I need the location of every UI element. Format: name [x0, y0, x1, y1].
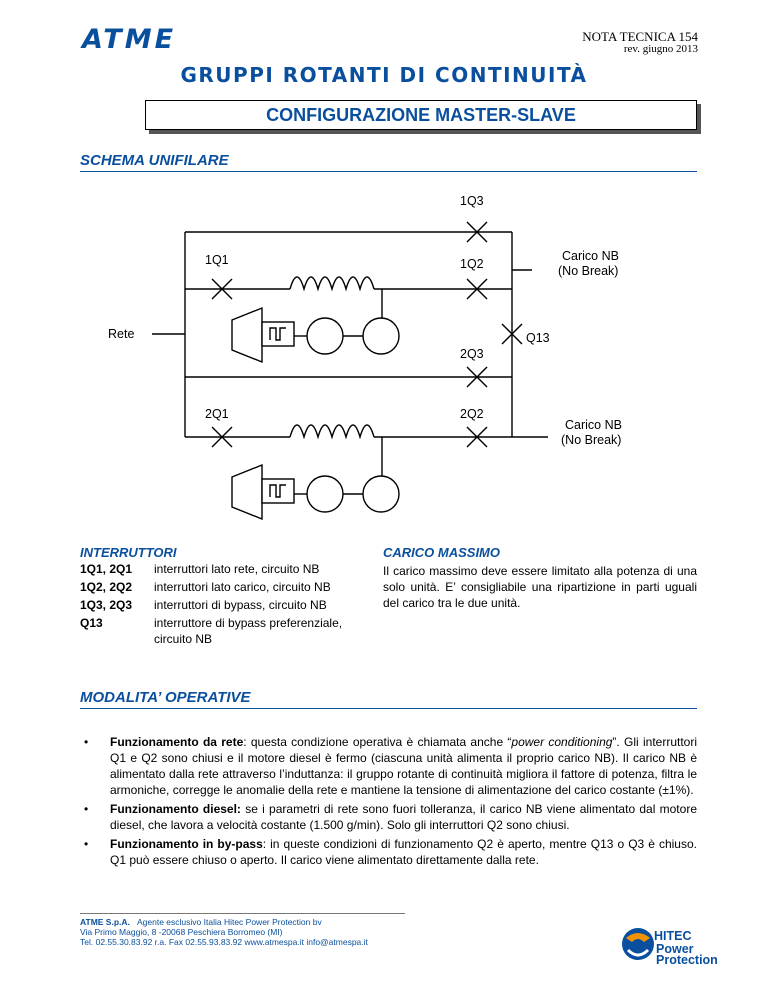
revision-date: rev. giugno 2013	[623, 43, 698, 55]
nota-number: NOTA TECNICA 154	[582, 29, 698, 44]
list-item: • Funzionamento diesel: se i parametri di rete sono fuori tolleranza, il carico NB viene alimentato dal motore diesel, che lavora a velocità costante (1.500 g/min). Solo gli interruttori Q2 sono chiusi.	[84, 802, 697, 832]
item-title: Funzionamento da rete	[110, 735, 244, 749]
row-key: 1Q1, 2Q1	[80, 562, 133, 576]
item-text: : in queste condizioni di funzionamento Q2 è aperto, mentre Q13 o Q3 è chiuso. Q1 può essere chiuso o aperto. Il carico viene alimentato direttamente dalla rete.	[110, 837, 697, 867]
footer-info	[80, 917, 368, 947]
carico-massimo-heading: CARICO MASSIMO	[383, 545, 500, 560]
hitec-sub2: Protection	[656, 953, 718, 967]
carico-massimo-text: Il carico massimo deve essere limitato alla potenza di una solo unità. E’ consigliabile una ripartizione in parti uguali del carico tra le due unità.	[383, 564, 697, 610]
row-key: Q13	[80, 616, 103, 630]
generator-1	[307, 318, 343, 354]
label-rete: Rete	[108, 327, 135, 341]
label-carico1-b: (No Break)	[558, 264, 619, 278]
footer-contacts: Tel. 02.55.30.83.92 r.a. Fax 02.55.93.83.92 www.atmespa.it info@atmespa.it	[80, 937, 368, 947]
clutch-2	[262, 479, 294, 503]
table-row	[80, 596, 372, 614]
modalita-heading: MODALITA’ OPERATIVE	[80, 689, 697, 709]
list-item: • Funzionamento da rete: questa condizione operativa è chiamata anche “power conditioning”. Gli interruttori Q1 e Q2 sono chiusi e il motore diesel è fermo (ciascuna unità alimenta il proprio carico NB). Il carico NB è alimentato dalla rete attraverso l’induttanza: il gruppo rotante di continuità migliora il fattore di potenza, filtra le armoniche, corregge le anomalie della rete e mantiene la tensione di alimentazione del carico costante (±1%).	[84, 735, 698, 797]
diesel-engine-1	[232, 308, 262, 362]
rotary-unit-1	[232, 308, 399, 362]
motor-2	[363, 476, 399, 512]
footer-agent: Agente esclusivo Italia Hitec Power Protection bv	[137, 917, 322, 927]
schema-heading: SCHEMA UNIFILARE	[80, 152, 697, 172]
clutch-1	[262, 322, 294, 346]
label-1q1: 1Q1	[205, 253, 229, 267]
hitec-sub1: Power	[656, 942, 694, 956]
table-row	[80, 614, 372, 647]
item-title: Funzionamento in by-pass	[110, 837, 263, 851]
item-text: : questa condizione operativa è chiamata anche “	[243, 735, 512, 749]
label-2q3: 2Q3	[460, 347, 484, 361]
label-1q3: 1Q3	[460, 194, 484, 208]
page-title: GRUPPI ROTANTI DI CONTINUITÀ	[180, 63, 588, 87]
footer-address: Via Primo Maggio, 8 -20068 Peschiera Borromeo (MI)	[80, 927, 283, 937]
item-italic: power conditioning	[511, 735, 613, 749]
row-desc: interruttori di bypass, circuito NB	[154, 598, 327, 612]
item-title: Funzionamento diesel:	[110, 802, 241, 816]
page-subtitle: CONFIGURAZIONE MASTER-SLAVE	[145, 100, 697, 130]
row-desc: interruttori lato rete, circuito NB	[154, 562, 320, 576]
motor-1	[363, 318, 399, 354]
table-row	[80, 560, 372, 578]
interruttori-heading: INTERRUTTORI	[80, 545, 177, 560]
modalita-list	[80, 734, 697, 871]
label-q13: Q13	[526, 331, 550, 345]
diesel-engine-2	[232, 465, 262, 519]
label-1q2: 1Q2	[460, 257, 484, 271]
table-row	[80, 578, 372, 596]
rotary-unit-2	[232, 465, 399, 519]
row-key: 1Q2, 2Q2	[80, 580, 133, 594]
footer-divider	[80, 913, 405, 914]
label-carico2-a: Carico NB	[565, 418, 622, 432]
hitec-brand: HITEC	[654, 929, 692, 943]
label-carico1-a: Carico NB	[562, 249, 619, 263]
item-text: se i parametri di rete sono fuori tolleranza, il carico NB viene alimentato dal motore diesel, che lavora a velocità costante (1.500 g/min). Solo gli interruttori Q2 sono chiusi.	[110, 802, 697, 832]
interruttori-table	[80, 560, 372, 647]
atme-logo: ATME	[82, 24, 177, 55]
row-desc: interruttori lato carico, circuito NB	[154, 580, 331, 594]
label-2q1: 2Q1	[205, 407, 229, 421]
row-desc: interruttore di bypass preferenziale, circuito NB	[154, 616, 343, 646]
footer-company: ATME S.p.A.	[80, 917, 130, 927]
list-item: • Funzionamento in by-pass: in queste condizioni di funzionamento Q2 è aperto, mentre Q13 o Q3 è chiuso. Q1 può essere chiuso o aperto. Il carico viene alimentato direttamente dalla rete.	[84, 837, 697, 867]
generator-2	[307, 476, 343, 512]
hitec-logo	[618, 920, 718, 976]
label-carico2-b: (No Break)	[561, 433, 622, 447]
row-key: 1Q3, 2Q3	[80, 598, 133, 612]
label-2q2: 2Q2	[460, 407, 484, 421]
item-text-cont: ”. Gli interruttori Q1 e Q2 sono chiusi e il motore diesel è fermo (ciascuna unità alimenta il proprio carico NB). Il carico NB è alimentato dalla rete attraverso l’induttanza: il gruppo rotante di continuità migliora il fattore di potenza, filtra le armoniche, corregge le anomalie della rete e mantiene la tensione di alimentazione del carico costante (±1%).	[110, 735, 698, 797]
